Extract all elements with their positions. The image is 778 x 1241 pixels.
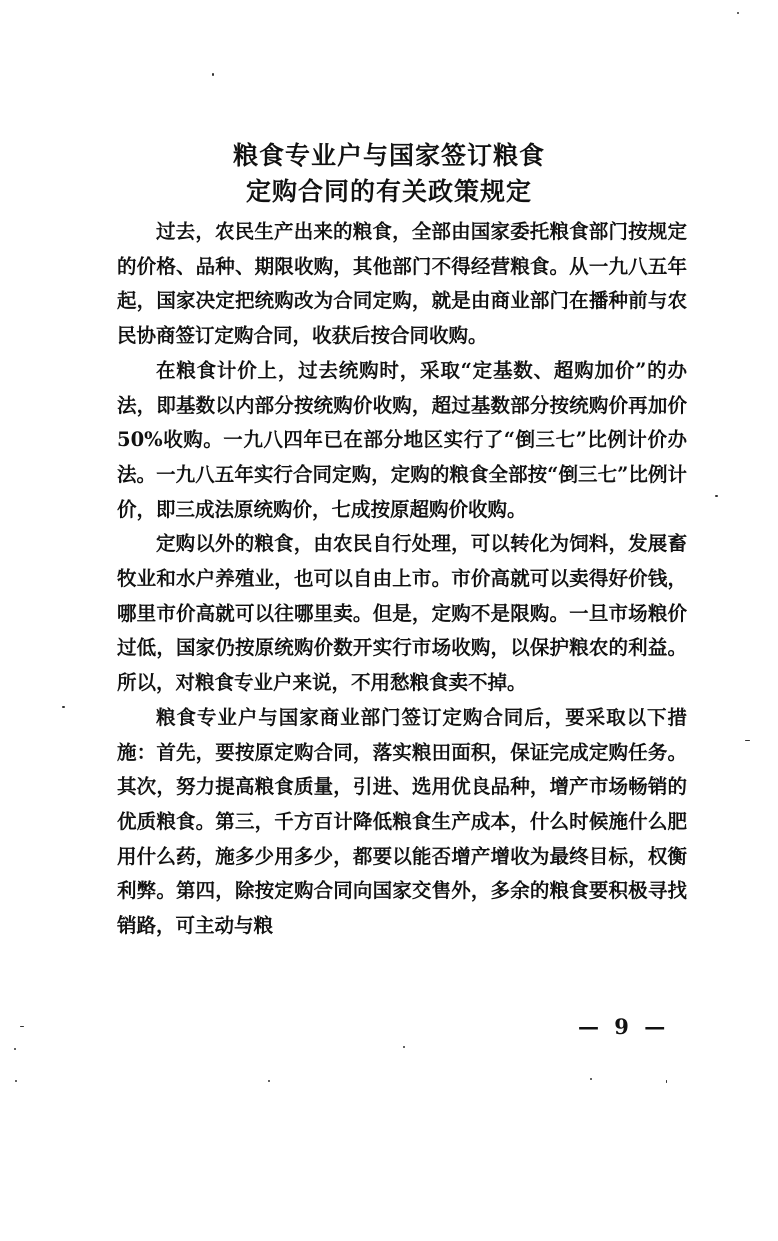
scan-speck bbox=[666, 1080, 667, 1083]
scan-speck bbox=[20, 1026, 24, 1027]
scan-speck bbox=[62, 706, 65, 708]
scan-speck bbox=[14, 1048, 16, 1050]
page-number: — 9 — bbox=[578, 1014, 670, 1039]
scan-speck bbox=[15, 1080, 17, 1082]
title-line-1: 粮食专业户与国家签订粮食 bbox=[232, 141, 545, 170]
scan-speck bbox=[715, 495, 718, 497]
body-text bbox=[117, 215, 687, 944]
scan-speck bbox=[745, 740, 750, 741]
paragraph-1: 过去，农民生产出来的粮食，全部由国家委托粮食部门按规定的价格、品种、期限收购，其他部门不得经营粮食。从一九八五年起，国家决定把统购改为合同定购，就是由商业部门在播种前与农民协商签订定购合同，收获后按合同收购。 bbox=[117, 220, 687, 348]
paragraph-2: 在粮食计价上，过去统购时，采取“定基数、超购加价”的办法，即基数以内部分按统购价收购，超过基数部分按统购价再加价50%收购。一九八四年已在部分地区实行了“倒三七”比例计价办法。一九八五年实行合同定购，定购的粮食全部按“倒三七”比例计价，即三成法原统购价，七成按原超购价收购。 bbox=[117, 358, 687, 521]
scan-speck bbox=[403, 1046, 405, 1048]
paragraph-4: 粮食专业户与国家商业部门签订定购合同后，要采取以下措施：首先，要按原定购合同，落实粮田面积，保证完成定购任务。其次，努力提高粮食质量，引进、选用优良品种，增产市场畅销的优质粮食。第三，千方百计降低粮食生产成本，什么时候施什么肥用什么药，施多少用多少，都要以能否增产增收为最终目标，权衡利弊。第四，除按定购合同向国家交售外，多余的粮食要积极寻找销路，可主动与粮 bbox=[117, 705, 687, 938]
scan-speck bbox=[212, 73, 214, 76]
paragraph-3: 定购以外的粮食，由农民自行处理，可以转化为饲料，发展畜牧业和水户养殖业，也可以自由上市。市价高就可以卖得好价钱，哪里市价高就可以往哪里卖。但是，定购不是限购。一旦市场粮价过低，国家仍按原统购价数开实行市场收购，以保护粮农的利益。所以，对粮食专业户来说，不用愁粮食卖不掉。 bbox=[117, 532, 687, 695]
scan-speck bbox=[590, 1078, 592, 1080]
scan-speck bbox=[268, 1080, 270, 1082]
title-line-2: 定购合同的有关政策规定 bbox=[245, 177, 532, 206]
scan-speck bbox=[737, 12, 739, 14]
